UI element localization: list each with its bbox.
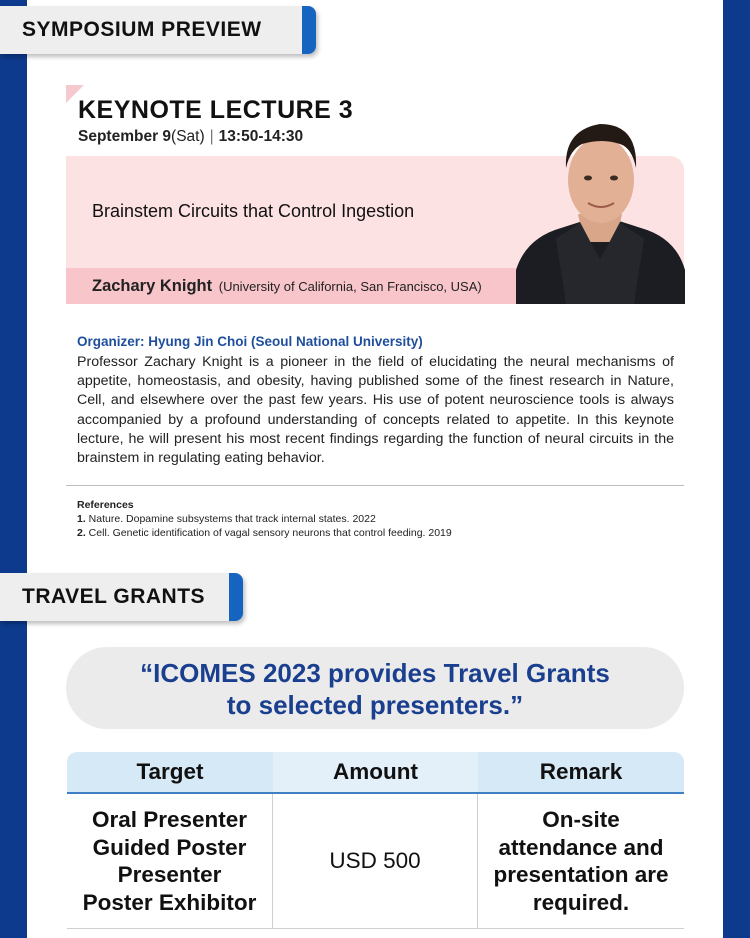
target-line: Presenter (117, 862, 222, 887)
speaker-photo (516, 110, 685, 304)
cell-amount: USD 500 (273, 794, 478, 929)
speaker-line (92, 277, 482, 296)
reference-item (77, 526, 452, 540)
section-divider (66, 485, 684, 486)
remark-line: required. (532, 889, 630, 915)
header-target: Target (67, 752, 273, 794)
remark-line: attendance and (498, 834, 664, 860)
symposium-preview-label: SYMPOSIUM PREVIEW (22, 18, 262, 41)
organizer-line: Organizer: Hyung Jin Choi (Seoul National University) (77, 334, 423, 349)
speaker-name: Zachary Knight (92, 277, 213, 295)
target-line: Oral Presenter (91, 807, 248, 832)
date-day: September 9 (78, 128, 172, 145)
cell-remark (478, 794, 684, 929)
reference-item (77, 512, 452, 526)
banner-line-1: “ICOMES 2023 provides Travel Grants (140, 658, 610, 688)
travel-grant-table (67, 752, 684, 929)
header-remark: Remark (478, 752, 684, 794)
reference-number: 1. (77, 513, 86, 525)
speaker-affiliation: (University of California, San Francisco, USA) (218, 279, 482, 294)
target-line: Poster Exhibitor (82, 889, 257, 915)
left-border-bar (0, 0, 27, 938)
target-line: Guided Poster (92, 834, 247, 860)
table-row (67, 794, 684, 929)
keynote-date (78, 128, 303, 146)
right-border-bar (723, 0, 750, 938)
date-time: 13:50-14:30 (218, 128, 304, 145)
reference-text: Cell. Genetic identification of vagal sensory neurons that control feeding. 2019 (85, 527, 452, 539)
references-block (77, 498, 452, 540)
travel-grants-tab (0, 573, 243, 621)
references-title: References (77, 499, 134, 511)
date-weekday: (Sat) (171, 128, 205, 145)
date-separator: | (209, 128, 214, 145)
lecture-description: Professor Zachary Knight is a pioneer in the field of elucidating the neural mechanisms of appetite, homeostasis, and obesity, having published some of the finest research in Nature, Cell, and elsewhere over the past few years. His use of potent neuroscience tools is always accompanied by a profound understanding of concepts related to appetite. In this keynote lecture, he will present his most recent findings regarding the function of neural circuits in the brainstem in regulating eating behavior. (77, 354, 674, 467)
reference-text: Nature. Dopamine subsystems that track internal states. 2022 (85, 513, 376, 525)
cell-target (67, 794, 273, 929)
remark-line: presentation are (493, 862, 669, 887)
symposium-preview-tab (0, 6, 316, 54)
reference-number: 2. (77, 527, 86, 539)
header-amount: Amount (273, 752, 478, 794)
travel-grants-label: TRAVEL GRANTS (22, 585, 206, 608)
talk-title: Brainstem Circuits that Control Ingestion (92, 201, 415, 221)
table-header-row (67, 752, 684, 794)
banner-line-2: to selected presenters.” (226, 690, 524, 720)
keynote-title: KEYNOTE LECTURE 3 (78, 96, 354, 124)
remark-line: On-site (542, 807, 620, 832)
travel-grant-banner (66, 647, 684, 729)
